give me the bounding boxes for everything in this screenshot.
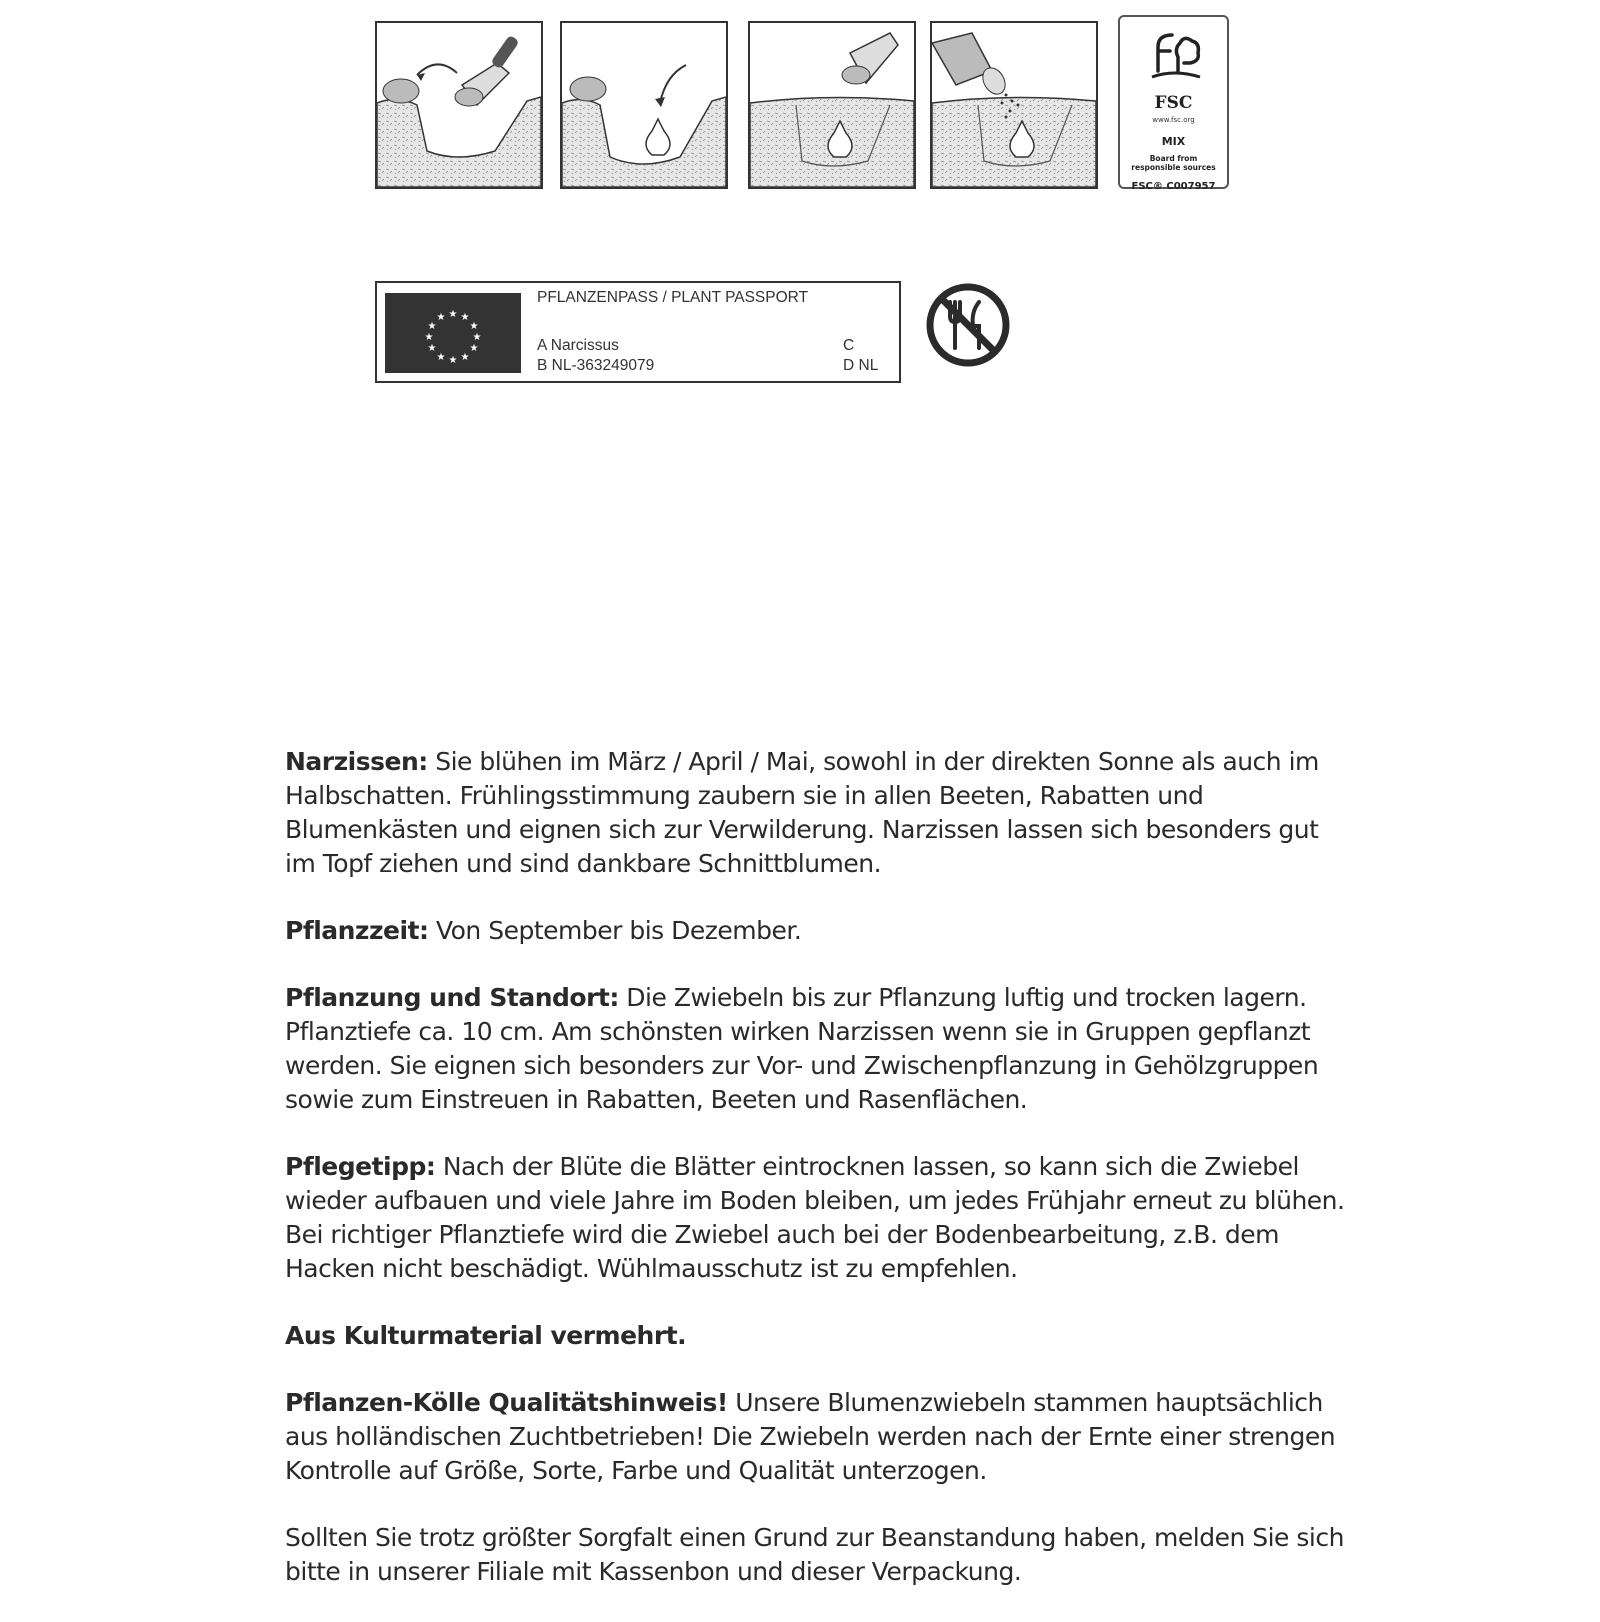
fsc-url: www.fsc.org <box>1152 116 1195 124</box>
section-text: Nach der Blüte die Blätter eintrocknen lassen, so kann sich die Zwiebel wieder aufbauen und viele Jahre im Boden bleiben, um jedes Frühjahr erneut zu blühen. Bei richtiger Pflanztiefe wird die Zwiebel auch bei der Bodenbearbeitung, z.B. dem Hacken nicht beschädigt. Wühlmausschutz ist zu empfehlen. <box>285 1152 1345 1283</box>
fsc-tree-logo-icon <box>1144 27 1206 89</box>
svg-text:★: ★ <box>448 309 458 320</box>
section-heading: Pflanzen-Kölle Qualitätshinweis! <box>285 1388 728 1417</box>
svg-text:★: ★ <box>424 332 434 343</box>
svg-text:★: ★ <box>436 312 446 323</box>
section-text: Sie blühen im März / April / Mai, sowohl in der direkten Sonne als auch im Halbschatten. Frühlingsstimmung zaubern sie in allen Beeten, Rabatten und Blumenkästen und eignen sich zur Verwilderung. Narzissen lassen sich besonders gut im Topf ziehen und sind dankbare Schnittblumen. <box>285 747 1319 878</box>
passport-field-c: C <box>843 337 855 354</box>
svg-text:★: ★ <box>472 332 482 343</box>
fsc-certification-label <box>1118 15 1229 192</box>
fsc-claim <box>1124 154 1223 172</box>
svg-text:★: ★ <box>469 343 479 354</box>
section-text: Von September bis Dezember. <box>428 916 802 945</box>
svg-text:★: ★ <box>469 321 479 332</box>
section-qualitaet <box>285 1386 1345 1488</box>
cover-soil-icon <box>750 23 914 187</box>
section-heading: Aus Kulturmaterial vermehrt. <box>285 1321 687 1350</box>
section-pflanzzeit <box>285 914 1345 948</box>
fsc-claim-line1: Board from <box>1149 154 1198 163</box>
passport-field-a: A Narcissus <box>537 337 619 354</box>
svg-text:★: ★ <box>448 355 458 366</box>
passport-field-b: B NL-363249079 <box>537 357 655 374</box>
section-heading: Pflanzzeit: <box>285 916 429 945</box>
section-beanstandung <box>285 1521 1345 1589</box>
section-heading: Narzissen: <box>285 747 428 776</box>
section-text: Unsere Blumenzwiebeln stammen hauptsächlich aus holländischen Zuchtbetrieben! Die Zwiebeln werden nach der Ernte einer strengen Kontrolle auf Größe, Sorte, Farbe und Qualität unterzogen. <box>285 1388 1336 1485</box>
section-text: Die Zwiebeln bis zur Pflanzung luftig und trocken lagern. Pflanztiefe ca. 10 cm. Am schönsten wirken Narzissen wenn sie in Gruppen gepflanzt werden. Sie eignen sich besonders zur Vor- und Zwischenpflanzung in Gehölzgruppen sowie zum Einstreuen in Rabatten, Beeten und Rasenflächen. <box>285 983 1319 1114</box>
fsc-license-code: FSC® C007957 <box>1131 181 1216 192</box>
fsc-mix-label: MIX <box>1161 135 1186 148</box>
section-text: Sollten Sie trotz größter Sorgfalt einen Grund zur Beanstandung haben, melden Sie sich bitte in unserer Filiale mit Kassenbon und dieser Verpackung. <box>285 1523 1344 1586</box>
product-description <box>285 745 1345 1622</box>
svg-text:★: ★ <box>460 352 470 363</box>
section-pflegetipp <box>285 1150 1345 1286</box>
passport-field-d: D NL <box>843 357 879 374</box>
svg-text:★: ★ <box>436 352 446 363</box>
dig-hole-icon <box>377 23 541 187</box>
passport-title: PFLANZENPASS / PLANT PASSPORT <box>537 289 809 306</box>
section-heading: Pflegetipp: <box>285 1152 436 1181</box>
plant-passport <box>375 281 901 383</box>
planting-step-2-place <box>560 21 728 189</box>
water-icon <box>932 23 1096 187</box>
svg-text:★: ★ <box>460 312 470 323</box>
section-pflanzung <box>285 981 1345 1117</box>
planting-step-1-dig <box>375 21 543 189</box>
place-bulb-icon <box>562 23 726 187</box>
section-kulturmaterial <box>285 1319 1345 1353</box>
section-heading: Pflanzung und Standort: <box>285 983 619 1012</box>
planting-step-3-cover <box>748 21 916 189</box>
not-for-consumption-icon <box>925 282 1011 368</box>
svg-text:★: ★ <box>427 321 437 332</box>
fsc-claim-line2: responsible sources <box>1131 163 1216 172</box>
svg-text:★: ★ <box>427 343 437 354</box>
eu-flag-icon <box>385 293 521 373</box>
fsc-logo-text: FSC <box>1154 93 1193 113</box>
section-narzissen <box>285 745 1345 881</box>
planting-step-4-water <box>930 21 1098 189</box>
